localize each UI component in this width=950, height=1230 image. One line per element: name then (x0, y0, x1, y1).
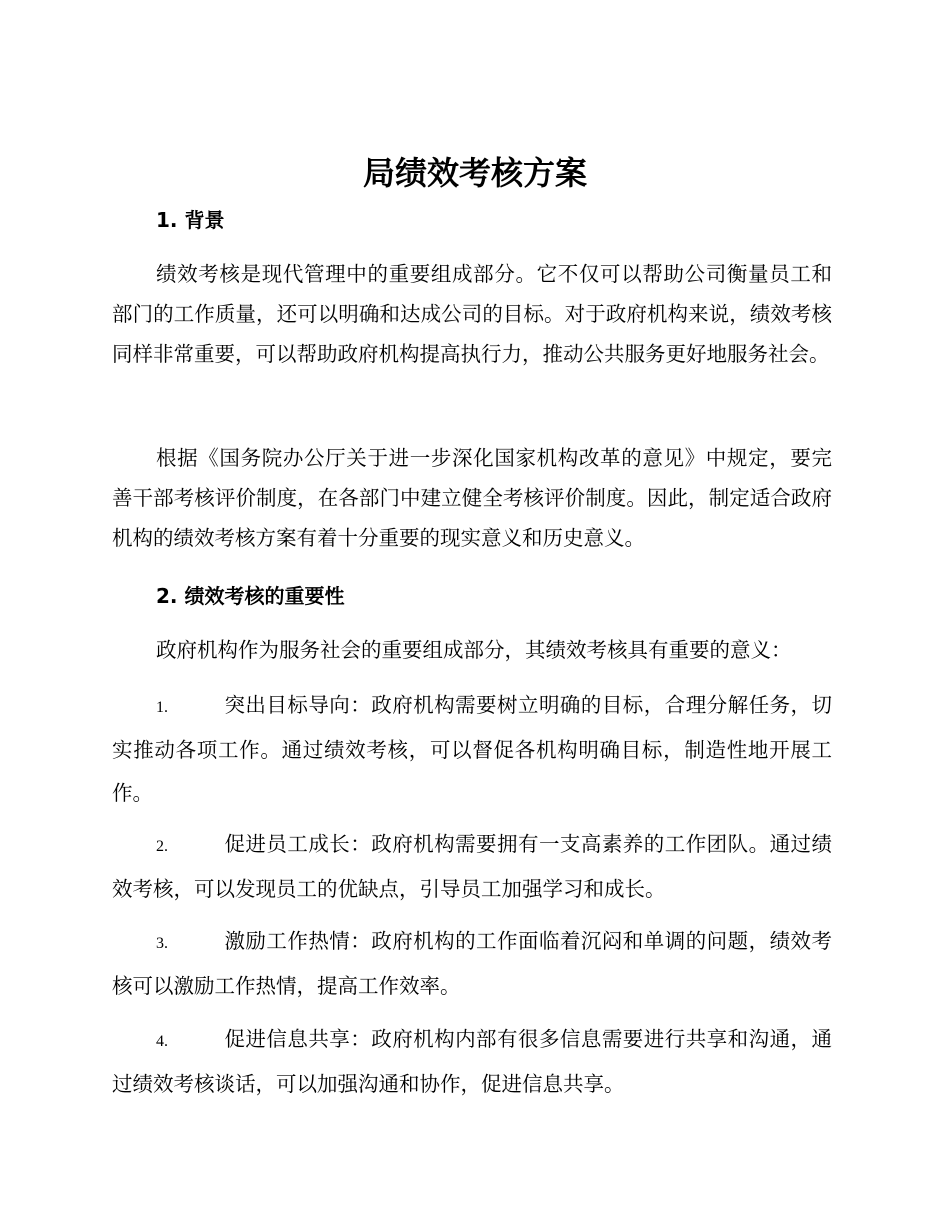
list-item-text: 激励工作热情：政府机构的工作面临着沉闷和单调的问题，绩效考核可以激励工作热情，提高工作效率。 (112, 929, 832, 998)
section-heading-importance: 2. 绩效考核的重要性 (156, 584, 345, 608)
paragraph-background-2: 根据《国务院办公厅关于进一步深化国家机构改革的意见》中规定，要完善干部考核评价制度，在各部门中建立健全考核评价制度。因此，制定适合政府机构的绩效考核方案有着十分重要的现实意义和历史意义。 (112, 446, 832, 550)
paragraph-importance-intro: 政府机构作为服务社会的重要组成部分，其绩效考核具有重要的意义： (156, 638, 792, 662)
list-item-text: 突出目标导向：政府机构需要树立明确的目标，合理分解任务，切实推动各项工作。通过绩效考核，可以督促各机构明确目标，制造性地开展工作。 (112, 693, 832, 805)
list-item-text: 促进信息共享：政府机构内部有很多信息需要进行共享和沟通，通过绩效考核谈话，可以加强沟通和协作，促进信息共享。 (112, 1027, 832, 1096)
list-item-number: 2. (156, 838, 168, 855)
list-item (112, 1018, 832, 1106)
document-title: 局绩效考核方案 (362, 154, 587, 192)
list-item-number: 4. (156, 1033, 168, 1050)
section-heading-background: 1. 背景 (156, 208, 225, 232)
list-item (112, 920, 832, 1008)
list-item-number: 1. (156, 699, 168, 716)
paragraph-background-1: 绩效考核是现代管理中的重要组成部分。它不仅可以帮助公司衡量员工和部门的工作质量，还可以明确和达成公司的目标。对于政府机构来说，绩效考核同样非常重要，可以帮助政府机构提高执行力，推动公共服务更好地服务社会。 (112, 262, 832, 366)
list-item (112, 823, 832, 911)
list-item (112, 684, 832, 815)
list-item-text: 促进员工成长：政府机构需要拥有一支高素养的工作团队。通过绩效考核，可以发现员工的优缺点，引导员工加强学习和成长。 (112, 832, 832, 901)
list-item-number: 3. (156, 935, 168, 952)
